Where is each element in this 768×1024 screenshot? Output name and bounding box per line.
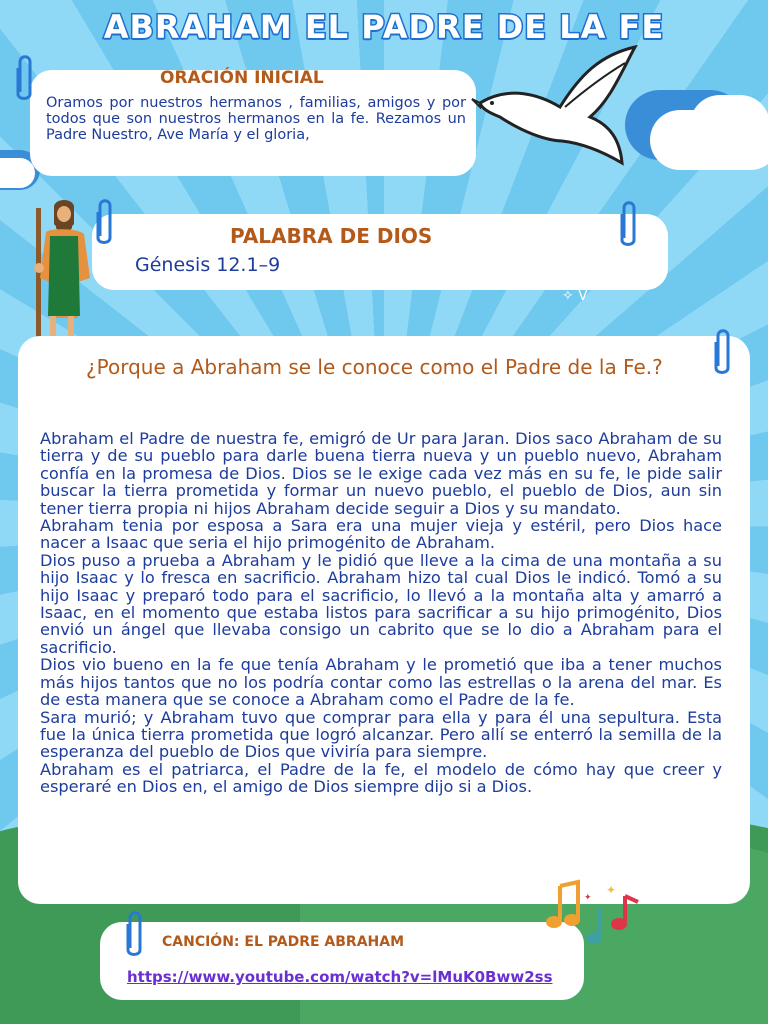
palabra-title: PALABRA DE DIOS — [230, 224, 433, 248]
palabra-reference: Génesis 12.1–9 — [135, 254, 281, 276]
paragraph: Abraham tenia por esposa a Sara era una mujer vieja y estéril, pero Dios hace nacer a Isaac que seria el hijo primogénito de Abraham. — [40, 516, 722, 553]
paperclip-icon — [14, 52, 36, 102]
paragraph: Dios vio bueno en la fe que tenía Abraham y le prometió que iba a tener muchos más hijos tantos que no los podría contar como las estrellas o la arena del mar. Es de esta manera que se conoce a Abraham como el Padre de la fe. — [40, 655, 722, 710]
oracion-title: ORACIÓN INICIAL — [160, 68, 324, 88]
paperclip-icon — [124, 908, 146, 958]
svg-text:✦: ✦ — [606, 883, 617, 897]
cloud-left-inner — [0, 158, 35, 188]
paperclip-icon — [712, 326, 734, 376]
paragraph: Sara murió; y Abraham tuvo que comprar para ella y para él una sepultura. Esta fue la única tierra prometida que logró alcanzar. Pero allí se enterró la semilla de la esperanza del pueblo de Dios que viviría para siempre. — [40, 707, 722, 762]
cloud-right-top — [690, 95, 768, 155]
paperclip-icon — [618, 198, 640, 248]
cancion-title: CANCIÓN: EL PADRE ABRAHAM — [162, 934, 405, 950]
paragraph: Abraham el Padre de nuestra fe, emigró de Ur para Jaran. Dios saco Abraham de su tierra y de su pueblo para darle buena tierra nueva y un pueblo nuevo, Abraham confía en la promesa de Dios. Dios se le exige cada vez más en su fe, le pide salir buscar la tierra prometida y formar un nuevo pueblo, el pueblo de Dios, aun sin tener tierra propia ni hijos Abraham decide seguir a Dios y su mandato. — [40, 429, 722, 518]
oracion-text: Oramos por nuestros hermanos , familias, amigos y por todos que son nuestros hermanos en la fe. Rezamos un Padre Nuestro, Ave María y el gloria, — [46, 95, 466, 143]
dove-icon — [470, 45, 650, 180]
svg-text:✦: ✦ — [584, 893, 592, 903]
main-body — [40, 430, 722, 796]
sparkle-icon: ✧ ᐯ — [562, 288, 588, 304]
cancion-youtube-link[interactable]: https://www.youtube.com/watch?v=lMuK0Bww2ss — [127, 968, 553, 986]
main-question: ¿Porque a Abraham se le conoce como el Padre de la Fe.? — [86, 355, 663, 379]
paperclip-icon — [94, 196, 116, 246]
paragraph: Dios puso a prueba a Abraham y le pidió que lleve a la cima de una montaña a su hijo Isaac y lo fresca en sacrificio. Abraham hizo tal cual Dios le indicó. Tomó a su hijo Isaac y preparó todo para el sacrificio, lo llevó a la montaña alta y amarró a Isaac, en el momento que estaba listos para sacrificar a su hijo primogénito, Dios envió un ángel que llevaba consigo un cabrito que se lo dio a Abraham para el sacrificio. — [40, 550, 722, 657]
music-notes-icon — [540, 878, 645, 948]
paragraph: Abraham es el patriarca, el Padre de la fe, el modelo de cómo hay que creer y esperaré en Dios en, el amigo de Dios siempre dijo si a Dios. — [40, 759, 722, 797]
page-title: ABRAHAM EL PADRE DE LA FE — [103, 8, 665, 46]
